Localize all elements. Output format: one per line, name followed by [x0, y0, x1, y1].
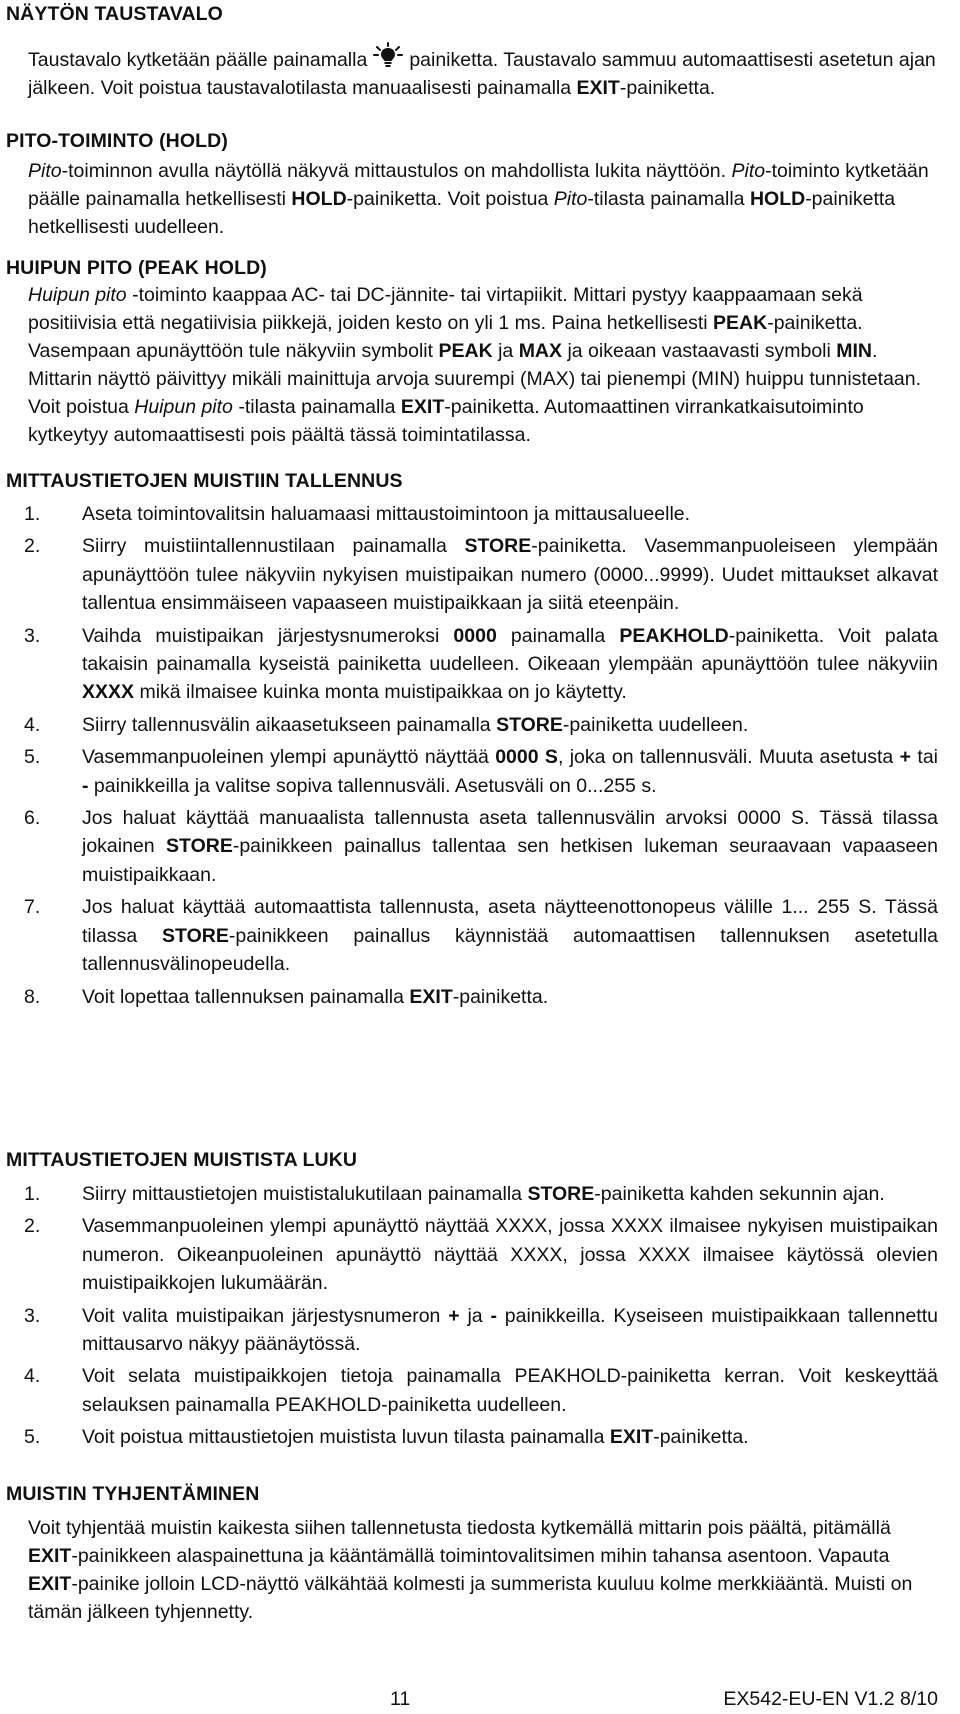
list-item: 2. Vasemmanpuoleinen ylempi apunäyttö näyttää XXXX, jossa XXXX ilmaisee nykyisen muistipaikan numeron. Oikeanpuoleinen apunäyttö näyttää XXXX, jossa XXXX ilmaisee käytössä olevien muistipaikkojen lukumäärän. — [24, 1215, 938, 1295]
list-item: 7. Jos haluat käyttää automaattista tallennusta, aseta näytteenottonopeus välille 1... 255 S. Tässä tilassa STORE-painikkeen painallus käynnistää automaattisen tallennuksen asetetulla tallennusvälinopeudella. — [24, 896, 938, 976]
paragraph-backlight: Taustavalo kytketään päälle painamalla painiketta. Taustavalo sammuu automaattisesti asetetun ajan jälkeen. Voit poistua taustavalotilasta manuaalisesti painamalla EXIT-painiketta. — [28, 42, 938, 102]
list-item: 5. Voit poistua mittaustietojen muistista luvun tilasta painamalla EXIT-painiketta. — [24, 1426, 749, 1449]
list-item: 2. Siirry muistiintallennustilaan painamalla STORE-painiketta. Vasemmanpuoleiseen ylempään apunäyttöön tulee näkyviin nykyisen muistipaikan numero (0000...9999). Uudet mittaukset alkavat tallentua ensimmäiseen vapaaseen muistipaikkaan ja siitä eteenpäin. — [24, 535, 939, 615]
list-item: 4. Voit selata muistipaikkojen tietoja painamalla PEAKHOLD-painiketta kerran. Voit keskeyttää selauksen painamalla PEAKHOLD-painiketta uudelleen. — [24, 1365, 938, 1416]
paragraph-clear: Voit tyhjentää muistin kaikesta siihen tallennetusta tiedosta kytkemällä mittarin pois päältä, pitämällä EXIT-painikkeen alaspainettuna ja kääntämällä toimintovalitsimen mihin tahansa asentoon. Vapauta EXIT-painike jolloin LCD-näyttö välkähtää kolmesti ja summerista kuuluu kolme merkkiääntä. Muisti on tämän jälkeen tyhjennetty. — [28, 1517, 913, 1623]
paragraph-hold: Pito-toiminnon avulla näytöllä näkyvä mittaustulos on mahdollista lukita näyttöön. Pito-toiminto kytketään päälle painamalla hetkellisesti HOLD-painiketta. Voit poistua Pito-tilasta painamalla HOLD-painiketta hetkellisesti uudelleen. — [28, 160, 929, 238]
list-item: 6. Jos haluat käyttää manuaalista tallennusta aseta tallennusvälin arvoksi 0000 S. Tässä tilassa jokainen STORE-painikkeen painallus tallentaa sen hetkisen lukeman seuraavaan vapaaseen muistipaikkaan. — [24, 807, 938, 886]
list-item: 3. Vaihda muistipaikan järjestysnumeroksi 0000 painamalla PEAKHOLD-painiketta. Voit palata takaisin painamalla kyseistä painiketta uudelleen. Oikeaan ylempään apunäyttöön tulee näkyviin XXXX mikä ilmaisee kuinka monta muistipaikkaa on jo käytetty. — [24, 624, 938, 704]
heading-clear: MUISTIN TYHJENTÄMINEN — [6, 1483, 260, 1505]
heading-read: MITTAUSTIETOJEN MUISTISTA LUKU — [6, 1149, 358, 1171]
list-item: 8. Voit lopettaa tallennuksen painamalla EXIT-painiketta. — [24, 985, 549, 1008]
heading-peak-hold: HUIPUN PITO (PEAK HOLD) — [6, 257, 267, 279]
heading-store: MITTAUSTIETOJEN MUISTIIN TALLENNUS — [6, 470, 403, 492]
list-item: 1. Siirry mittaustietojen muististalukutilaan painamalla STORE-painiketta kahden sekunnin ajan. — [24, 1183, 885, 1205]
list-item: 5. Vasemmanpuoleinen ylempi apunäyttö näyttää 0000 S, joka on tallennusväli. Muuta asetusta + tai - painikkeilla ja valitse sopiva tallennusväli. Asetusväli on 0...255 s. — [24, 746, 939, 797]
read-steps-list — [0, 1180, 938, 1452]
heading-hold: PITO-TOIMINTO (HOLD) — [6, 130, 228, 152]
footer-page-number: 11 — [390, 1688, 411, 1710]
footer-model-version: EX542-EU-EN V1.2 8/10 — [723, 1688, 938, 1710]
list-item: 4. Siirry tallennusvälin aikaasetukseen painamalla STORE-painiketta uudelleen. — [24, 713, 749, 736]
list-item: 1. Aseta toimintovalitsin haluamaasi mittaustoimintoon ja mittausalueelle. — [24, 503, 691, 525]
paragraph-peak-hold: Huipun pito -toiminto kaappaa AC- tai DC-jännite- tai virtapiikit. Mittari pystyy kaappaamaan sekä positiivisia että negatiivisia piikkejä, joiden kesto on yli 1 ms. Paina hetkellisesti PEAK-painiketta. Vasempaan apunäyttöön tule näkyviin symbolit PEAK ja MAX ja oikeaan vastaavasti symboli MIN. Mittarin näyttö päivittyy mikäli mainittuja arvoja suurempi (MAX) tai pienempi (MIN) huippu tunnistetaan. Voit poistua Huipun pito -tilasta painamalla EXIT-painiketta. Automaattinen virrankatkaisutoiminto kytkeytyy automaattisesti pois päältä tässä toimintatilassa. — [28, 284, 922, 446]
list-item: 3. Voit valita muistipaikan järjestysnumeron + ja - painikkeilla. Kyseiseen muistipaikkaan tallennettu mittausarvo näkyy päänäytössä. — [24, 1304, 938, 1356]
backlight-bulb-icon — [373, 42, 403, 68]
heading-backlight: NÄYTÖN TAUSTAVALO — [6, 3, 223, 25]
store-steps-list — [0, 500, 938, 1011]
